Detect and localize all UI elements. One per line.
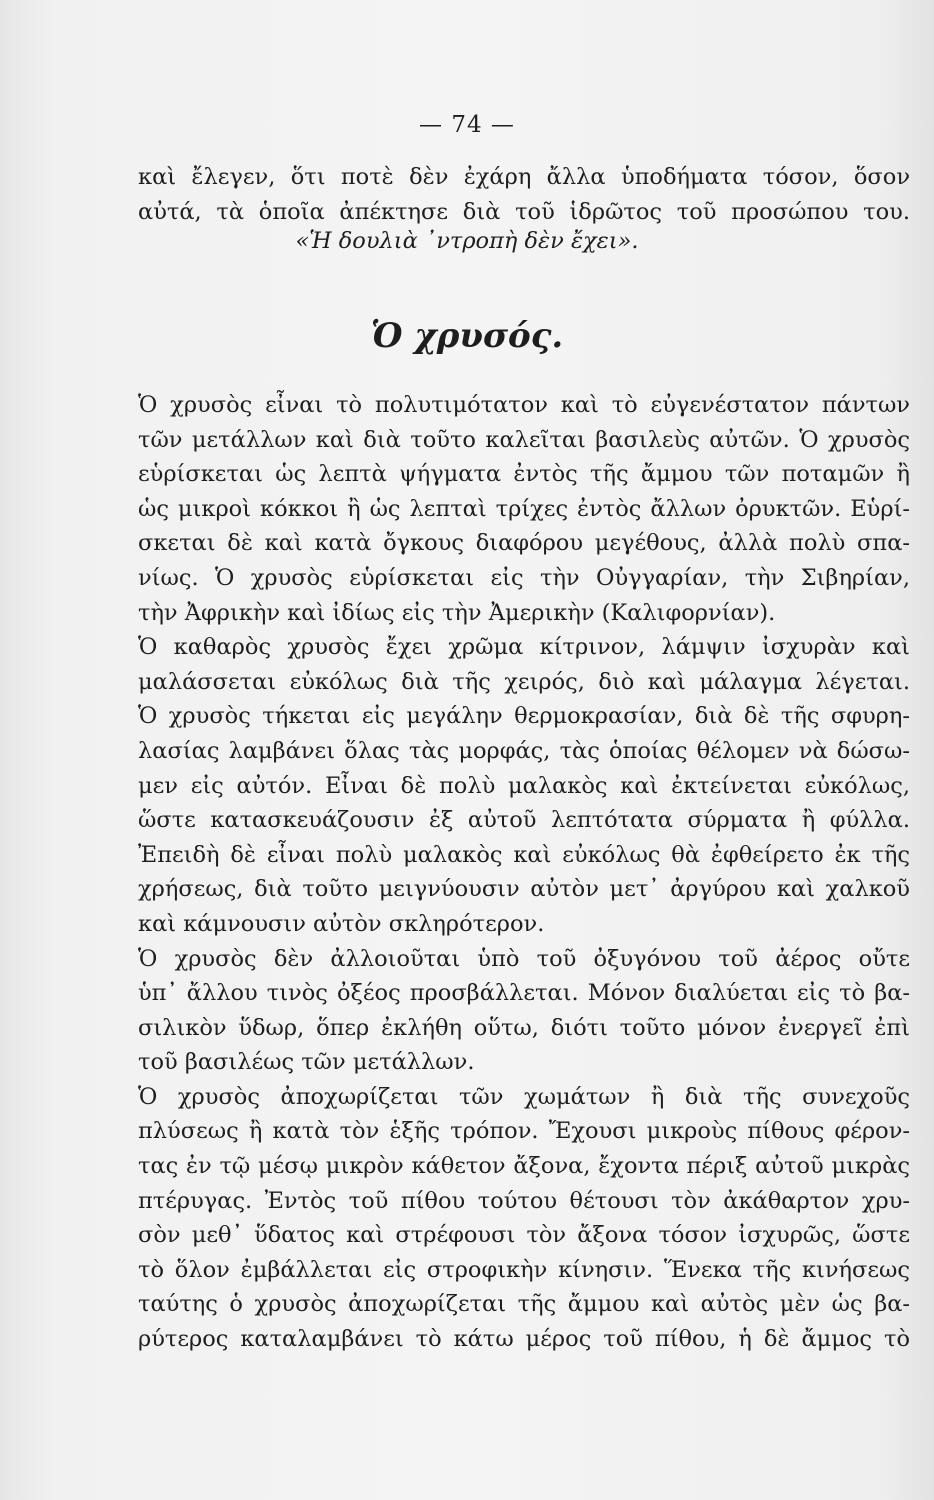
text-line: ὡς μικροὶ κόκκοι ἢ ὡς λεπταὶ τρίχες ἐντὸς ἄλλων ὀρυκτῶν. Εὑρί-	[138, 495, 910, 522]
text-line: Ἐπειδὴ δὲ εἶναι πολὺ μαλακὸς καὶ εὐκόλως θὰ ἐφθείρετο ἐκ τῆς	[138, 841, 910, 868]
text-line: χρήσεως, διὰ τοῦτο μειγνύουσιν αὐτὸν μετ᾽ ἀργύρου καὶ χαλκοῦ	[138, 876, 910, 903]
text-line: πτέρυγας. Ἐντὸς τοῦ πίθου τούτου θέτουσι τὸν ἀκάθαρτον χρυ-	[138, 1187, 910, 1214]
text-line: ὑπ᾽ ἄλλου τινὸς ὀξέος προσβάλλεται. Μόνον διαλύεται εἰς τὸ βα-	[138, 980, 910, 1007]
text-line: Ὁ χρυσὸς τήκεται εἰς μεγάλην θερμοκρασίαν, διὰ δὲ τῆς σφυρη-	[138, 703, 910, 730]
text-line: εὑρίσκεται ὡς λεπτὰ ψήγματα ἐντὸς τῆς ἄμμου τῶν ποταμῶν ἢ	[138, 461, 910, 488]
section-body	[138, 388, 910, 1357]
intro-paragraph	[138, 160, 910, 229]
text-line: ὥστε κατασκευάζουσιν ἐξ αὐτοῦ λεπτότατα σύρματα ἢ φύλλα.	[138, 807, 910, 834]
text-line: νίως. Ὁ χρυσὸς εὑρίσκεται εἰς τὴν Οὐγγαρίαν, τὴν Σιβηρίαν,	[138, 564, 910, 591]
text-line: καὶ ἔλεγεν, ὅτι ποτὲ δὲν ἐχάρη ἄλλα ὑποδήματα τόσον, ὅσον	[138, 164, 910, 190]
text-line: καὶ κάμνουσιν αὐτὸν σκληρότερον.	[138, 910, 545, 937]
text-line: τοῦ βασιλέως τῶν μετάλλων.	[138, 1049, 475, 1076]
text-line: τῶν μετάλλων καὶ διὰ τοῦτο καλεῖται βασιλεὺς αὐτῶν. Ὁ χρυσὸς	[138, 426, 910, 453]
text-line: σκεται δὲ καὶ κατὰ ὄγκους διαφόρου μεγέθους, ἀλλὰ πολὺ σπα-	[138, 530, 910, 557]
section-heading: Ὁ χρυσός.	[370, 316, 564, 356]
text-line: σιλικὸν ὕδωρ, ὅπερ ἐκλήθη οὕτω, διότι τοῦτο μόνον ἐνεργεῖ ἐπὶ	[138, 1014, 910, 1041]
text-line: σὸν μεθ᾽ ὕδατος καὶ στρέφουσι τὸν ἄξονα τόσον ἰσχυρῶς, ὥστε	[138, 1222, 910, 1249]
proverb-quote: «Ἡ δουλιὰ ᾽ντροπὴ δὲν ἔχει».	[295, 228, 639, 254]
page-number: — 74 —	[419, 112, 515, 138]
text-line: μεν εἰς αὐτόν. Εἶναι δὲ πολὺ μαλακὸς καὶ ἐκτείνεται εὐκόλως,	[138, 772, 910, 799]
text-line: πλύσεως ἢ κατὰ τὸν ἑξῆς τρόπον. Ἔχουσι μικροὺς πίθους φέρον-	[138, 1118, 910, 1145]
text-line: Ὁ χρυσὸς εἶναι τὸ πολυτιμότατον καὶ τὸ εὐγενέστατον πάντων	[138, 392, 910, 418]
text-line: ταύτης ὁ χρυσὸς ἀποχωρίζεται τῆς ἄμμου καὶ αὐτὸς μὲν ὡς βα-	[138, 1291, 910, 1318]
text-line: ρύτερος καταλαμβάνει τὸ κάτω μέρος τοῦ πίθου, ἡ δὲ ἄμμος τὸ	[138, 1326, 910, 1353]
text-line: λασίας λαμβάνει ὅλας τὰς μορφάς, τὰς ὁποίας θέλομεν νὰ δώσω-	[138, 737, 910, 764]
text-line: τὸ ὅλον ἐμβάλλεται εἰς στροφικὴν κίνησιν. Ἕνεκα τῆς κινήσεως	[138, 1256, 910, 1283]
text-line: Ὁ καθαρὸς χρυσὸς ἔχει χρῶμα κίτρινον, λάμψιν ἰσχυρὰν καὶ	[138, 634, 910, 661]
text-line: Ὁ χρυσὸς ἀποχωρίζεται τῶν χωμάτων ἢ διὰ τῆς συνεχοῦς	[138, 1083, 910, 1110]
text-line: μαλάσσεται εὐκόλως διὰ τῆς χειρός, διὸ καὶ μάλαγμα λέγεται.	[138, 668, 910, 695]
text-line: αὐτά, τὰ ὁποῖα ἀπέκτησε διὰ τοῦ ἱδρῶτος τοῦ προσώπου του.	[138, 198, 910, 225]
text-line: τὴν Ἀφρικὴν καὶ ἰδίως εἰς τὴν Ἀμερικὴν (Καλιφορνίαν).	[138, 599, 776, 626]
text-line: τας ἐν τῷ μέσῳ μικρὸν κάθετον ἄξονα, ἔχοντα πέριξ αὐτοῦ μικρὰς	[138, 1153, 910, 1180]
text-line: Ὁ χρυσὸς δὲν ἀλλοιοῦται ὑπὸ τοῦ ὀξυγόνου τοῦ ἀέρος οὔτε	[138, 945, 910, 972]
